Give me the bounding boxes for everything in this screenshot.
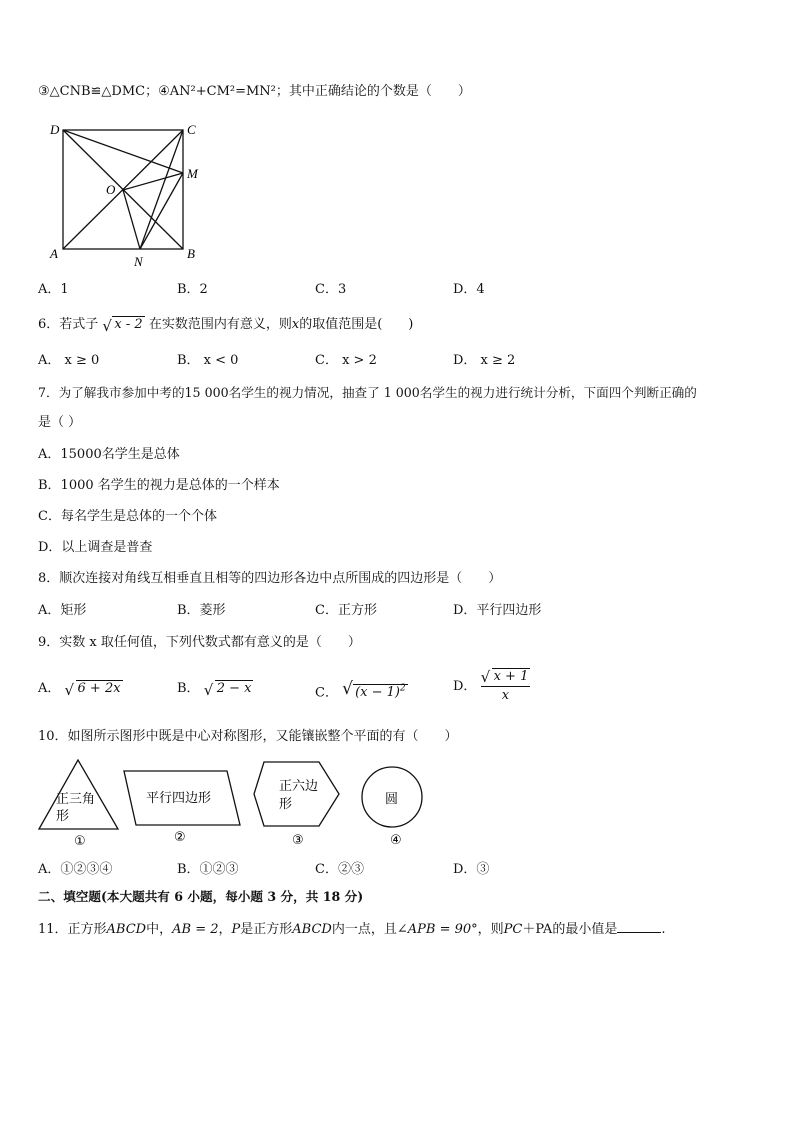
q10-option-d: D．③ bbox=[453, 862, 490, 877]
q6-statement: 6．若式子 √ x - 2 在实数范围内有意义，则x的取值范围是( ) bbox=[38, 317, 414, 335]
q5-option-c: C．3 bbox=[315, 282, 347, 297]
shape3-number: ③ bbox=[292, 833, 304, 848]
q9-option-c: C． √ $(x - 1)^2$ bbox=[315, 679, 406, 701]
q5-square-figure bbox=[44, 118, 214, 268]
q11-statement: 11．正方形ABCD中，AB = 2，P是正方形ABCD内一点，且∠APB = 90°，则PC＋PA的最小值是 . bbox=[38, 922, 666, 937]
q5-option-d: D．4 bbox=[453, 282, 485, 297]
q5-option-a: A．1 bbox=[38, 282, 69, 297]
q10-option-c: C．②③ bbox=[315, 862, 364, 877]
segment-on bbox=[123, 190, 140, 249]
q9-statement: 9．实数 x 取任何值，下列代数式都有意义的是（ ） bbox=[38, 635, 361, 650]
label-d: D bbox=[50, 122, 60, 137]
q8-option-b: B．菱形 bbox=[177, 603, 226, 618]
shape1-label-line1: 正三角 bbox=[56, 792, 96, 807]
segment-dm bbox=[63, 130, 183, 173]
label-o: O bbox=[106, 182, 116, 197]
q9-option-a: A． √ 6 + 2x bbox=[38, 681, 121, 699]
shape3-label-line1: 正六边 bbox=[279, 779, 319, 794]
segment-om bbox=[123, 173, 183, 190]
shape3-label-line2: 形 bbox=[279, 797, 293, 812]
label-a: A bbox=[50, 246, 58, 261]
q10-statement: 10．如图所示图形中既是中心对称图形，又能镶嵌整个平面的有（ ） bbox=[38, 729, 458, 744]
q6-option-c: C． x > 2 bbox=[315, 353, 377, 368]
q5-option-b: B．2 bbox=[177, 282, 208, 297]
q8-statement: 8．顺次连接对角线互相垂直且相等的四边形各边中点所围成的四边形是（ ） bbox=[38, 571, 502, 586]
shape4-label: 圆 bbox=[385, 792, 399, 807]
q8-option-a: A．矩形 bbox=[38, 603, 87, 618]
label-n: N bbox=[134, 254, 143, 268]
q10-option-a: A．①②③④ bbox=[38, 862, 113, 877]
q7-option-c: C．每名学生是总体的一个个体 bbox=[38, 509, 217, 524]
q7-statement-line1: 7．为了解我市参加中考的15 000名学生的视力情况，抽查了 1 000名学生的视力进行统计分析，下面四个判断正确的 bbox=[38, 385, 697, 400]
q11-answer-blank[interactable] bbox=[617, 920, 661, 933]
q8-option-c: C．正方形 bbox=[315, 603, 377, 618]
q10-shapes-figure bbox=[36, 757, 428, 849]
q5-statement: ③△CNB≌△DMC；④AN²+CM²=MN²；其中正确结论的个数是（ ） bbox=[38, 84, 471, 99]
hexagon-shape bbox=[254, 762, 339, 826]
label-c: C bbox=[187, 122, 196, 137]
q8-option-d: D．平行四边形 bbox=[453, 603, 542, 618]
q9-option-d: D． √ x + 1 x bbox=[453, 668, 529, 703]
label-m: M bbox=[187, 166, 198, 181]
segment-nm bbox=[140, 173, 183, 249]
q6-option-d: D． x ≥ 2 bbox=[453, 353, 516, 368]
shape2-label: 平行四边形 bbox=[146, 791, 212, 806]
shape4-number: ④ bbox=[390, 833, 402, 848]
q6-option-a: A． x ≥ 0 bbox=[38, 353, 100, 368]
q7-option-a: A．15000名学生是总体 bbox=[38, 447, 180, 462]
q7-option-d: D．以上调查是普查 bbox=[38, 540, 153, 555]
label-b: B bbox=[187, 246, 195, 261]
segment-cn bbox=[140, 130, 183, 249]
q7-statement-line2: 是（ ） bbox=[38, 415, 82, 430]
shape1-label-line2: 形 bbox=[56, 809, 70, 824]
q6-option-b: B． x < 0 bbox=[177, 353, 239, 368]
q9-option-b: B． √ 2 − x bbox=[177, 681, 252, 699]
section-2-heading: 二、填空题(本大题共有 6 小题，每小题 3 分，共 18 分) bbox=[38, 889, 364, 904]
shape1-number: ① bbox=[74, 834, 86, 849]
q10-option-b: B．①②③ bbox=[177, 862, 239, 877]
q7-option-b: B．1000 名学生的视力是总体的一个样本 bbox=[38, 478, 280, 493]
shape2-number: ② bbox=[174, 830, 186, 845]
q6-radical: √ x - 2 bbox=[102, 317, 143, 335]
